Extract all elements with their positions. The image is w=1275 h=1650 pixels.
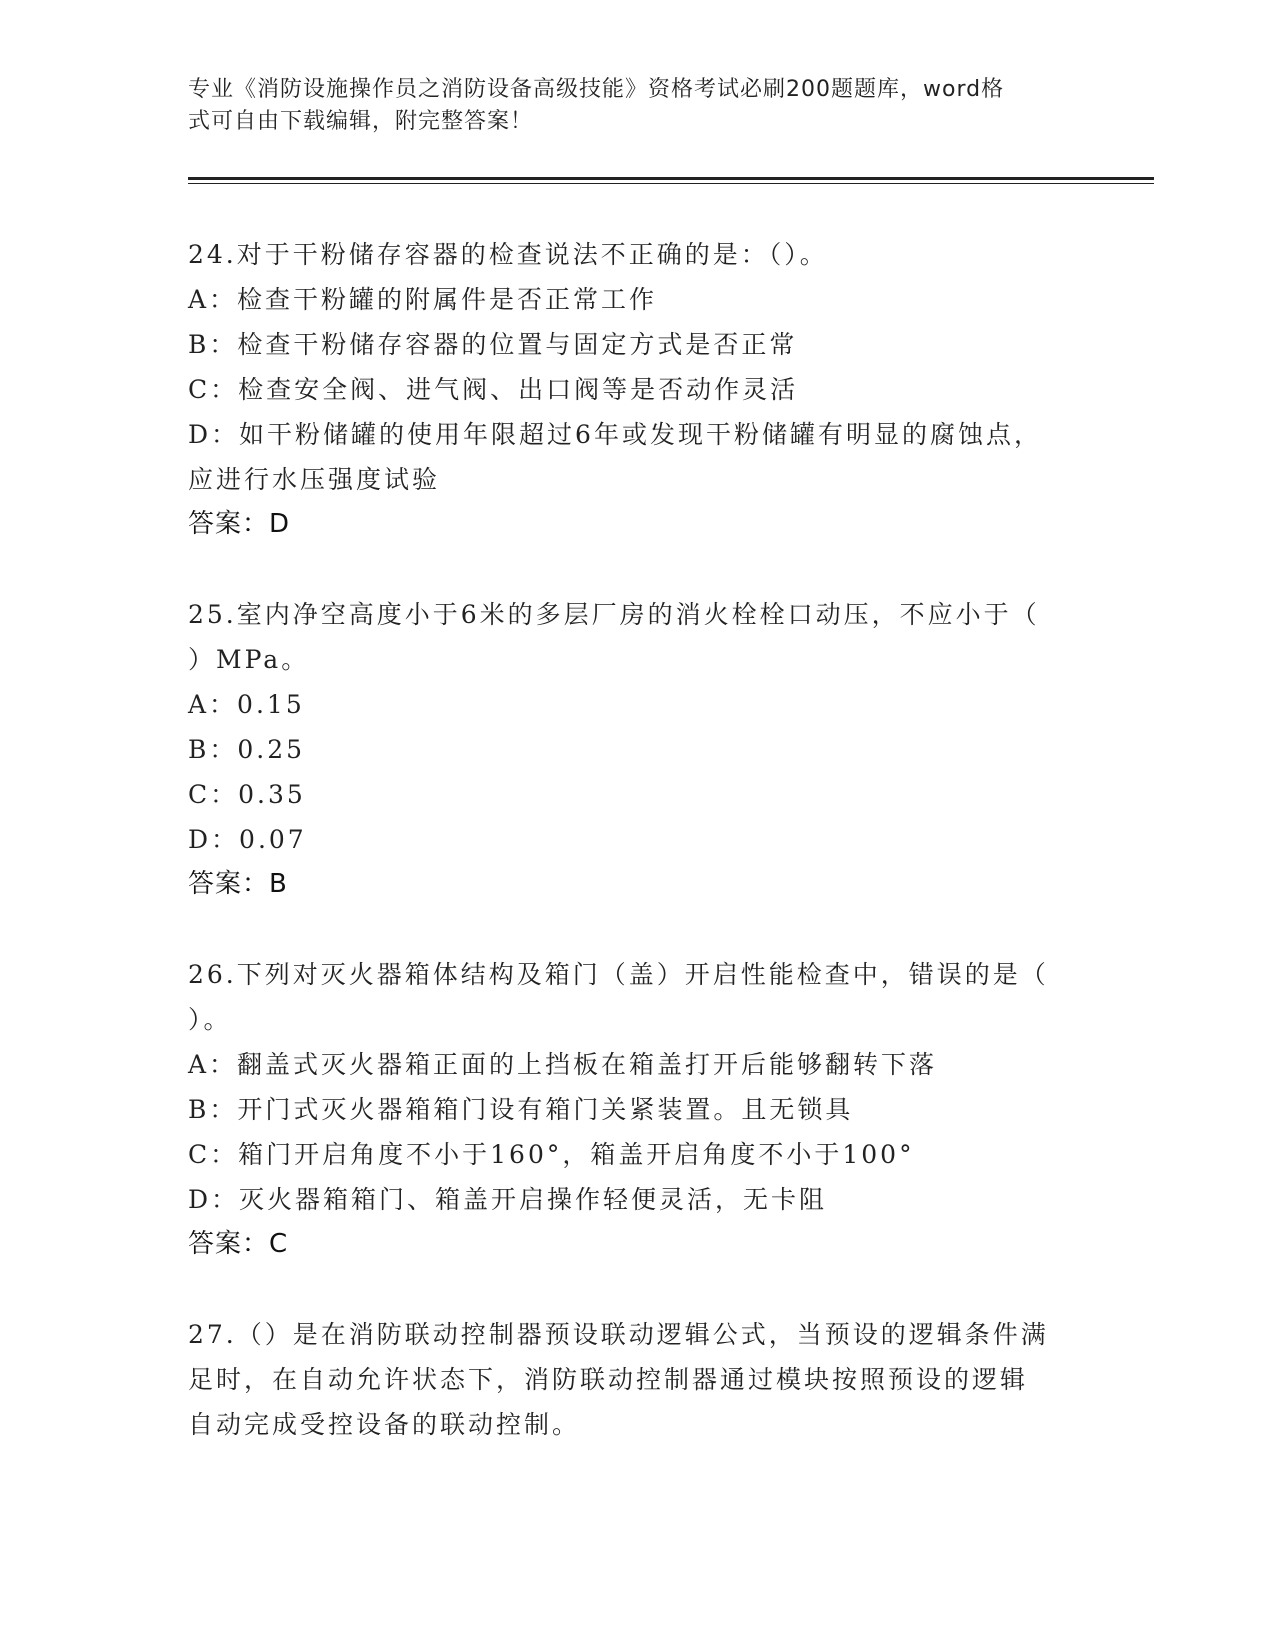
option-d: D：灭火器箱箱门、箱盖开启操作轻便灵活，无卡阻 bbox=[188, 1185, 828, 1214]
option-c: C：箱门开启角度不小于160°，箱盖开启角度不小于100° bbox=[188, 1140, 915, 1169]
question-stem: 26.下列对灭火器箱体结构及箱门（盖）开启性能检查中，错误的是（ bbox=[188, 960, 1049, 989]
answer: 答案：B bbox=[188, 869, 288, 899]
option-b: B：检查干粉储存容器的位置与固定方式是否正常 bbox=[188, 330, 798, 359]
answer: 答案：C bbox=[188, 1229, 289, 1259]
question-24 bbox=[188, 232, 1088, 547]
question-26 bbox=[188, 952, 1088, 1267]
question-stem: 24.对于干粉储存容器的检查说法不正确的是：（）。 bbox=[188, 240, 828, 269]
question-stem-continuation: 自动完成受控设备的联动控制。 bbox=[188, 1410, 581, 1439]
document-header bbox=[188, 74, 1068, 138]
option-a: A：检查干粉罐的附属件是否正常工作 bbox=[188, 285, 658, 314]
option-c: C：0.35 bbox=[188, 780, 306, 809]
question-stem: 27.（）是在消防联动控制器预设联动逻辑公式，当预设的逻辑条件满 bbox=[188, 1320, 1049, 1349]
option-d: D：0.07 bbox=[188, 825, 307, 854]
option-a: A：翻盖式灭火器箱正面的上挡板在箱盖打开后能够翻转下落 bbox=[188, 1050, 938, 1079]
option-d-continuation: 应进行水压强度试验 bbox=[188, 465, 441, 494]
option-b: B：开门式灭火器箱箱门设有箱门关紧装置。且无锁具 bbox=[188, 1095, 854, 1124]
header-divider-thin bbox=[188, 183, 1154, 184]
question-stem-continuation: 足时，在自动允许状态下，消防联动控制器通过模块按照预设的逻辑 bbox=[188, 1365, 1029, 1394]
option-a: A：0.15 bbox=[188, 690, 305, 719]
header-line-2: 式可自由下载编辑，附完整答案！ bbox=[188, 109, 534, 134]
question-stem-continuation: ）MPa。 bbox=[188, 645, 310, 674]
answer: 答案：D bbox=[188, 509, 291, 539]
question-stem: 25.室内净空高度小于6米的多层厂房的消火栓栓口动压，不应小于（ bbox=[188, 600, 1040, 629]
question-27 bbox=[188, 1312, 1088, 1447]
question-stem-continuation: ）。 bbox=[188, 1005, 232, 1034]
option-d: D：如干粉储罐的使用年限超过6年或发现干粉储罐有明显的腐蚀点， bbox=[188, 420, 1042, 449]
header-divider-thick bbox=[188, 177, 1154, 180]
header-line-1: 专业《消防设施操作员之消防设备高级技能》资格考试必刷200题题库，word格 bbox=[188, 77, 1005, 102]
option-c: C：检查安全阀、进气阀、出口阀等是否动作灵活 bbox=[188, 375, 799, 404]
option-b: B：0.25 bbox=[188, 735, 306, 764]
question-25 bbox=[188, 592, 1088, 907]
